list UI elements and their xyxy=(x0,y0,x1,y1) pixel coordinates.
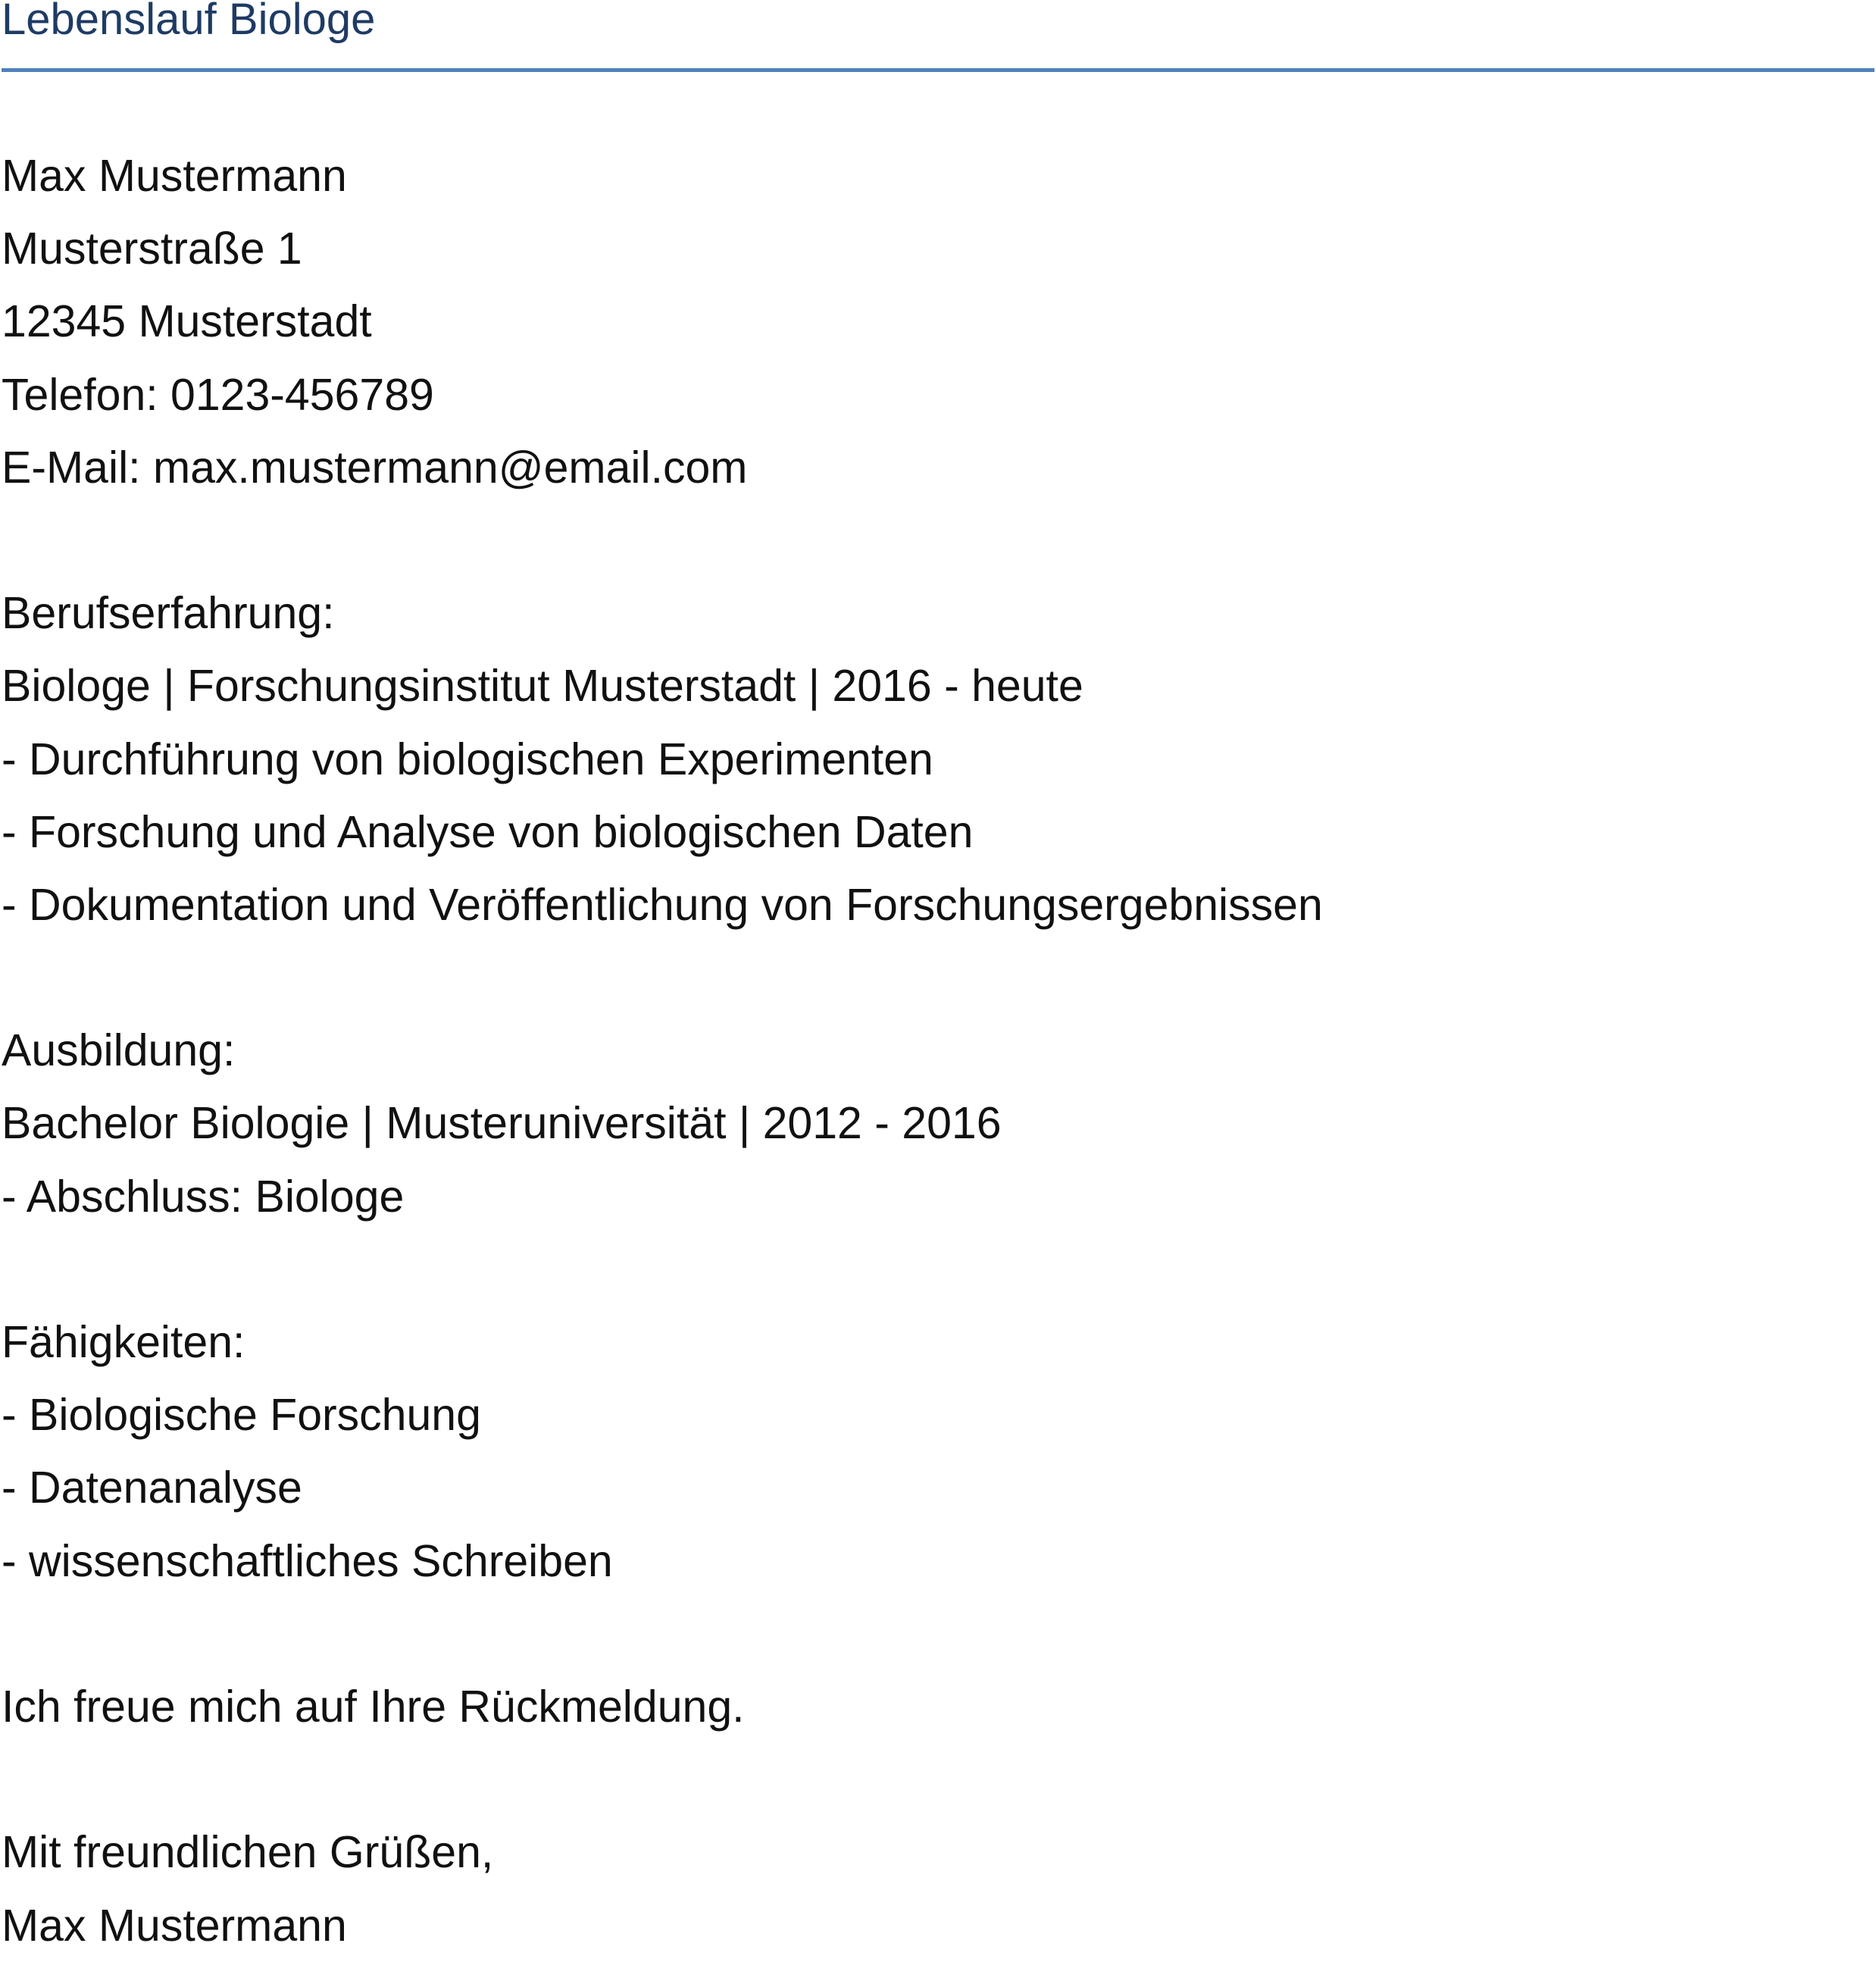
spacer xyxy=(2,941,1873,1014)
skills-item: - Biologische Forschung xyxy=(2,1390,481,1441)
title-underline xyxy=(2,68,1874,72)
skills-item: - wissenschaftliches Schreiben xyxy=(2,1535,613,1586)
experience-position: Biologe | Forschungsinstitut Musterstadt | 2016 - heute xyxy=(2,661,1083,712)
experience-item: - Dokumentation und Veröffentlichung von Forschungsergebnissen xyxy=(2,879,1323,930)
spacer xyxy=(2,1233,1873,1306)
education-degree: Bachelor Biologie | Musteruniversität | 2012 - 2016 xyxy=(2,1098,1002,1149)
document-body xyxy=(2,139,1873,1962)
contact-street: Musterstraße 1 xyxy=(2,224,302,274)
experience-item: - Durchführung von biologischen Experimenten xyxy=(2,734,933,784)
education-item: - Abschluss: Biologe xyxy=(2,1171,405,1222)
contact-name: Max Mustermann xyxy=(2,151,347,201)
closing-greeting: Mit freundlichen Grüßen, xyxy=(2,1827,494,1878)
spacer xyxy=(2,1743,1873,1816)
contact-city: 12345 Musterstadt xyxy=(2,296,372,347)
document-title: Lebenslauf Biologe xyxy=(2,0,376,44)
experience-item: - Forschung und Analyse von biologischen Daten xyxy=(2,806,974,857)
spacer xyxy=(2,1597,1873,1670)
closing-text: Ich freue mich auf Ihre Rückmeldung. xyxy=(2,1681,745,1732)
experience-heading: Berufserfahrung: xyxy=(2,588,335,639)
closing-signature: Max Mustermann xyxy=(2,1900,347,1951)
contact-phone: Telefon: 0123-456789 xyxy=(2,369,434,420)
education-heading: Ausbildung: xyxy=(2,1025,236,1076)
contact-email: E-Mail: max.mustermann@email.com xyxy=(2,442,748,493)
skills-heading: Fähigkeiten: xyxy=(2,1317,245,1367)
spacer xyxy=(2,504,1873,577)
skills-item: - Datenanalyse xyxy=(2,1463,302,1513)
